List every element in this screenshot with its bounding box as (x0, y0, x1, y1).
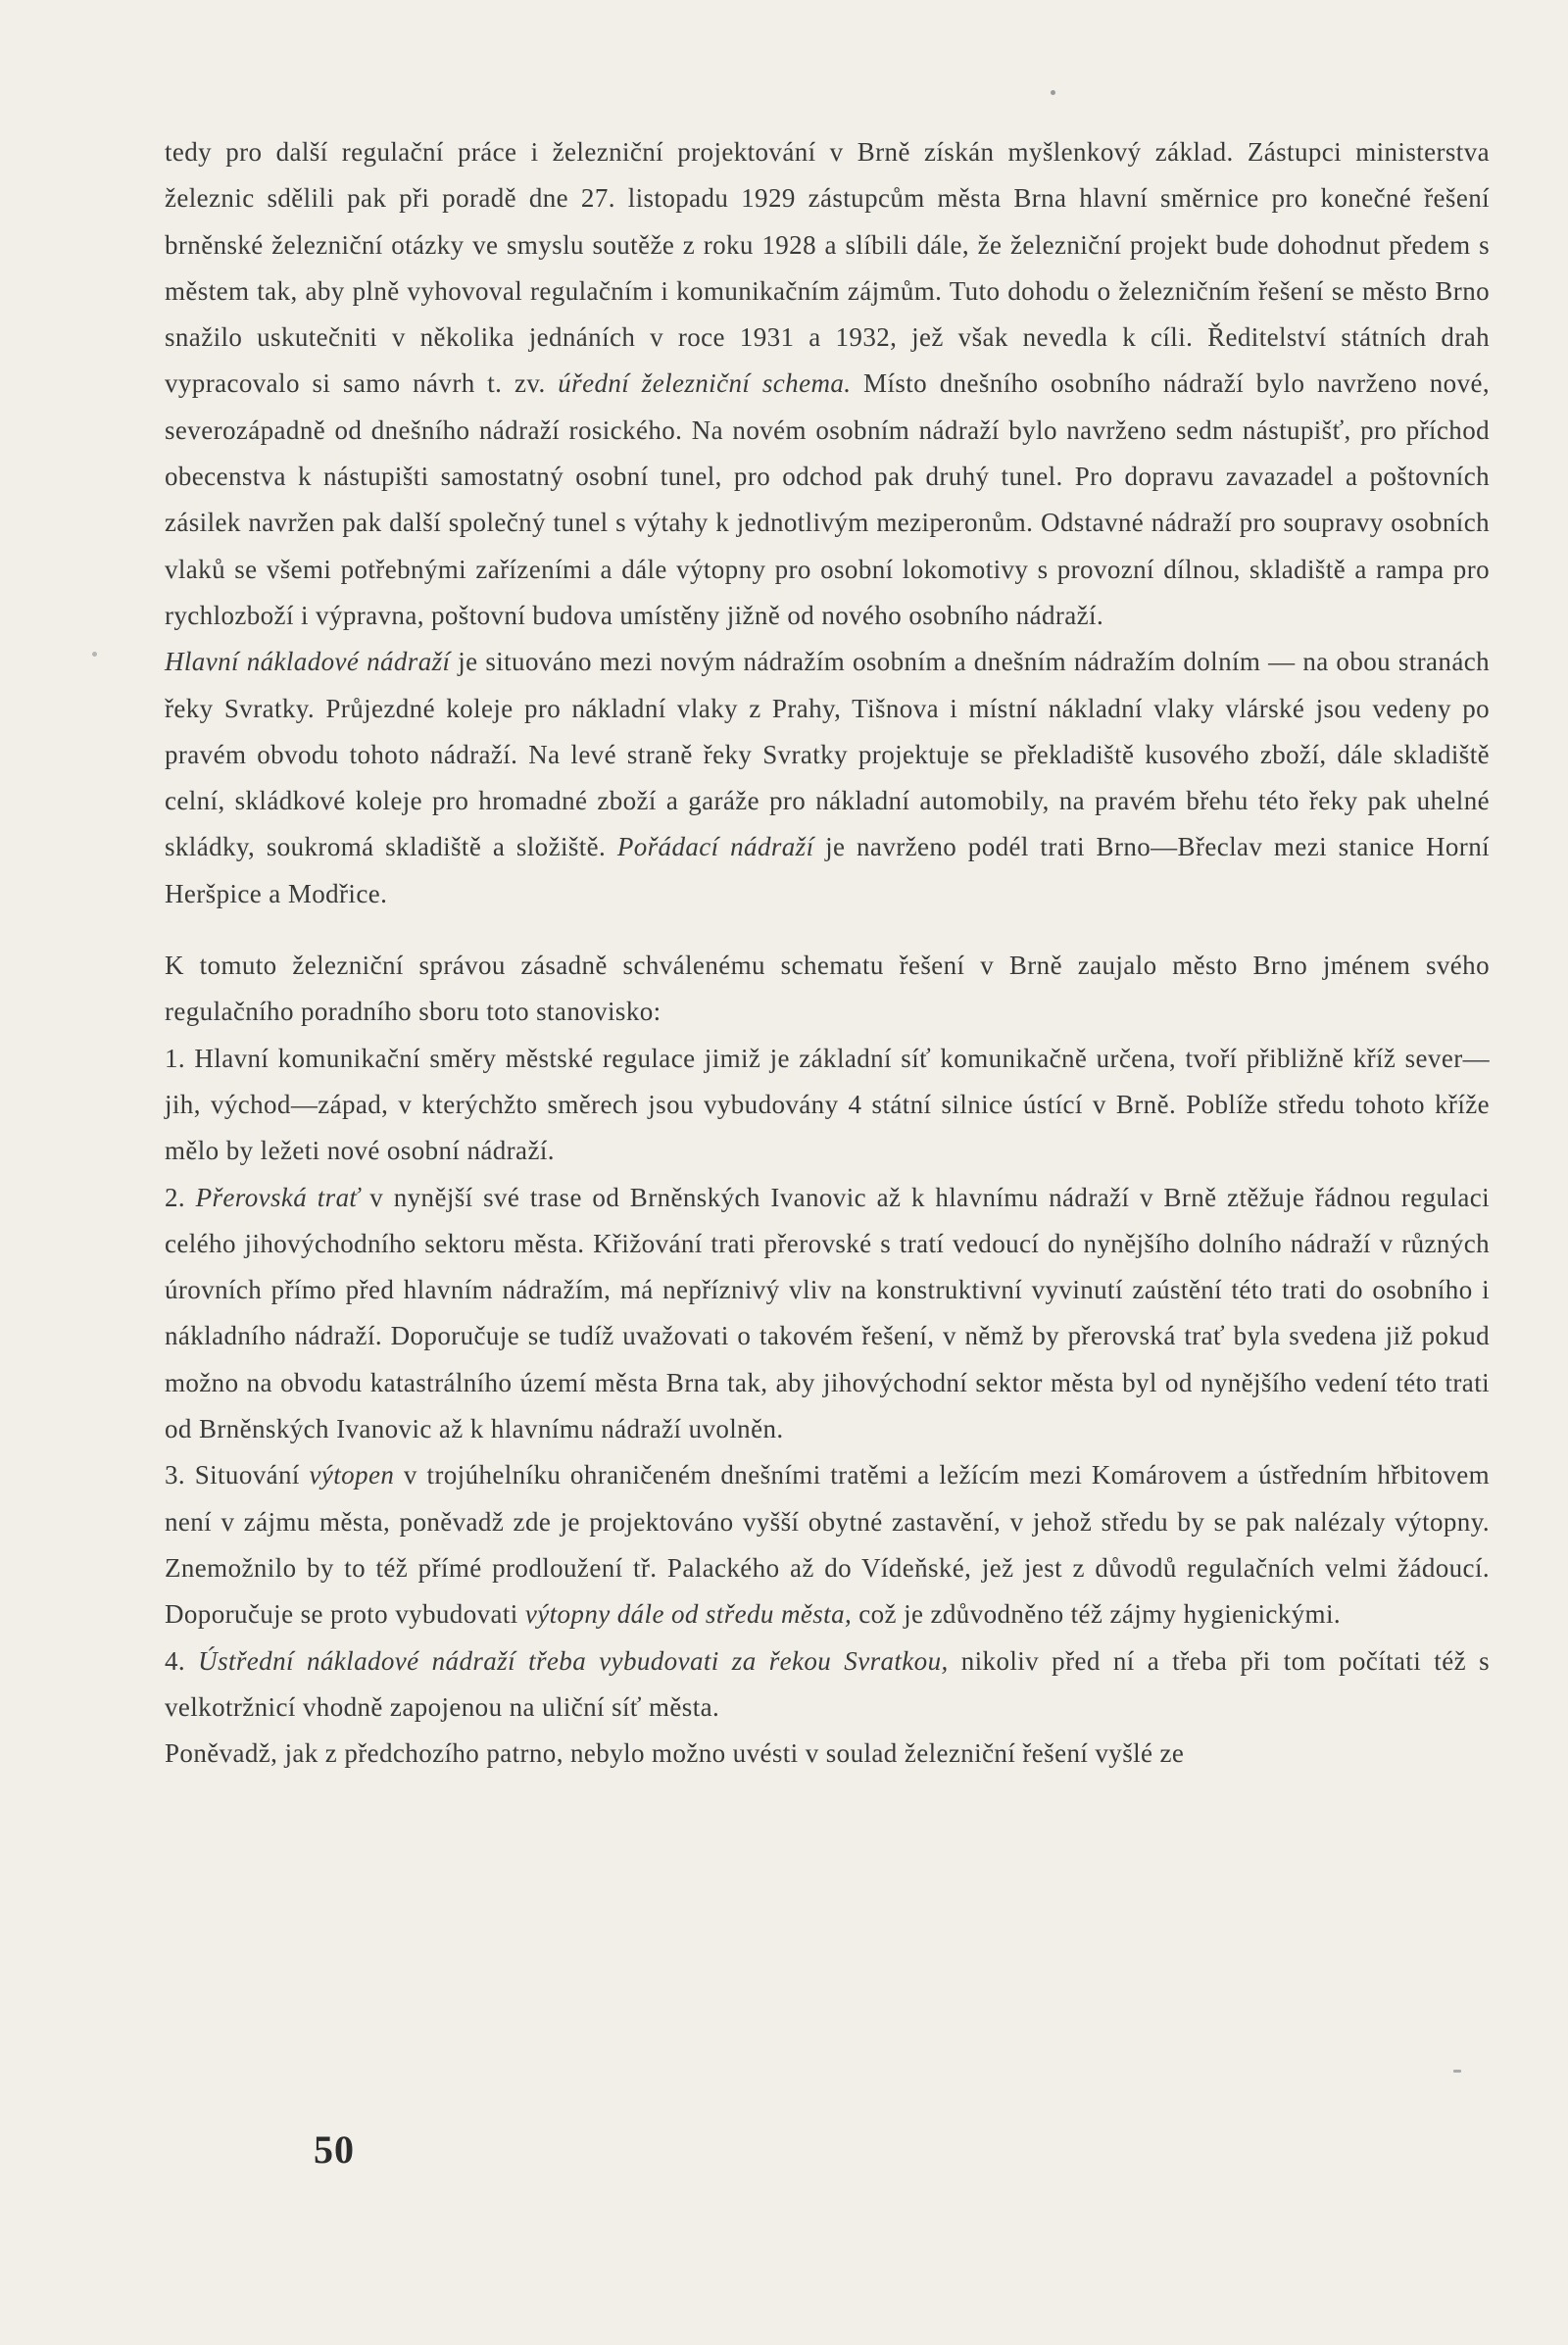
scan-speck (1051, 90, 1055, 95)
body-text (165, 129, 1490, 1777)
numbered-paragraph: 4. Ústřední nákladové nádraží třeba vybudovati za řekou Svratkou, nikoliv před ní a třeba při tom počítati též s velkotržnicí vhodně zapojenou na uliční síť města. (165, 1645, 1490, 1722)
numbered-paragraph: 3. Situování výtopen v trojúhelníku ohraničeném dnešními tratěmi a ležícím mezi Komárovem a ústředním hřbitovem není v zájmu města, poněvadž zde je projektováno vyšší obytné zastavění, v jehož středu by se pak nalézaly výtopny. Znemožnilo by to též přímé prodloužení tř. Palackého až do Vídeňské, jež jest z důvodů regulačních velmi žádoucí. Doporučuje se proto vybudovati výtopny dále od středu města, což je zdůvodněno též zájmy hygienickými. (165, 1460, 1490, 1630)
paragraph: K tomuto železniční správou zásadně schválenému schematu řešení v Brně zaujalo město Brno jménem svého regulačního poradního sboru toto stanovisko: (165, 951, 1490, 1027)
italic-term: úřední železniční schema. (558, 368, 852, 399)
italic-term: Hlavní nákladové nádraží (165, 647, 451, 677)
italic-term: výtopny dále od středu města, (524, 1599, 853, 1630)
scan-speck (92, 652, 97, 657)
paragraph: Hlavní nákladové nádraží je situováno mezi novým nádražím osobním a dnešním nádražím dolním — na obou stranách řeky Svratky. Průjezdné koleje pro nákladní vlaky z Prahy, Tišnova i místní nákladní vlaky vlárské jsou vedeny po pravém obvodu tohoto nádraží. Na levé straně řeky Svratky projektuje se překladiště kusového zboží, dále skladiště celní, skládkové koleje pro hromadné zboží a garáže pro nákladní automobily, na pravém břehu této řeky pak uhelné skládky, soukromá skladiště a složiště. Pořádací nádraží je navrženo podél trati Brno—Břeclav mezi stanice Horní Heršpice a Modřice. (165, 647, 1491, 908)
italic-term: Přerovská trať (195, 1182, 360, 1212)
scan-speck (1453, 2070, 1461, 2073)
italic-term: Ústřední nákladové nádraží třeba vybudovati za řekou Svratkou, (198, 1645, 949, 1676)
italic-term: Pořádací nádraží (616, 832, 814, 862)
numbered-paragraph: 2. Přerovská trať v nynější své trase od Brněnských Ivanovic až k hlavnímu nádraží v Brně ztěžuje řádnou regulaci celého jihovýchodního sektoru města. Křižování trati přerovské s tratí vedoucí do nynějšího dolního nádraží v různých úrovních přímo před hlavním nádražím, má nepříznivý vliv na konstruktivní vyvinutí zaústění této trati do osobního i nákladního nádraží. Doporučuje se tudíž uvažovati o takovém řešení, v němž by přerovská trať byla svedena již pokud možno na obvodu katastrálního území města Brna tak, aby jihovýchodní sektor města byl od nynějšího vedení této trati od Brněnských Ivanovic až k hlavnímu nádraží uvolněn. (165, 1182, 1490, 1444)
italic-term: výtopen (309, 1460, 395, 1490)
paragraph: tedy pro další regulační práce i železniční projektování v Brně získán myšlenkový základ. Zástupci ministerstva železnic sdělili pak při poradě dne 27. listopadu 1929 zástupcům města Brna hlavní směrnice pro konečné řešení brněnské železniční otázky ve smyslu soutěže z roku 1928 a slíbili dále, že železniční projekt bude dohodnut předem s městem tak, aby plně vyhovoval regulačním i komunikačním zájmům. Tuto dohodu o železničním řešení se město Brno snažilo uskutečniti v několika jednáních v roce 1931 a 1932, jež však nevedla k cíli. Ředitelství státních drah vypracovalo si samo návrh t. zv. úřední železniční schema. Místo dnešního osobního nádraží bylo navrženo nové, severozápadně od dnešního nádraží rosického. Na novém osobním nádraží bylo navrženo sedm nástupišť, pro příchod obecenstva k nástupišti samostatný osobní tunel, pro odchod pak druhý tunel. Pro dopravu zavazadel a poštovních zásilek navržen pak další společný tunel s výtahy k jednotlivým meziperonům. Odstavné nádraží pro soupravy osobních vlaků se všemi potřebnými zařízeními a dále výtopny pro osobní lokomotivy s provozní dílnou, skladiště a rampa pro rychlozboží i výpravna, poštovní budova umístěny jižně od nového osobního nádraží. (165, 137, 1490, 630)
paragraph: Poněvadž, jak z předchozího patrno, nebylo možno uvésti v soulad železniční řešení vyšlé ze (165, 1738, 1185, 1769)
numbered-paragraph: 1. Hlavní komunikační směry městské regulace jimiž je základní síť komunikačně určena, tvoří přibližně kříž sever—jih, východ—západ, v kterýchžto směrech jsou vybudovány 4 státní silnice ústící v Brně. Poblíže středu tohoto kříže mělo by ležeti nové osobní nádraží. (165, 1043, 1490, 1166)
page-number: 50 (314, 2127, 355, 2172)
